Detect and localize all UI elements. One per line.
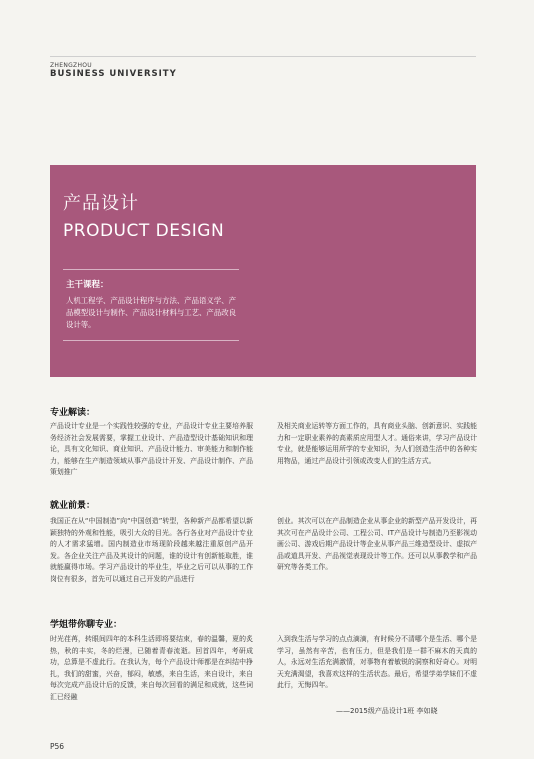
section-senior-right: 入到我生活与学习的点点滴滴，有时候分不清哪个是生活、哪个是学习，虽然有辛苦，也有压力，但是我们是一群不麻木的天真的人，永远对生活充满激情，对事物有着敏锐的洞察和好奇心。对明天充满渴望，我喜欢这样的生活状态。最后，希望学弟学妹们不虚此行，无悔四年。 <box>277 635 477 690</box>
section-career-left: 我国正在从“中国制造”向“中国创造”转型，各种新产品都希望以新颖独特的外观和性能，吸引大众的目光。各行各业对产品设计专业的人才需求猛增。国内制造业市场现阶段越来越注重原创产品开发。各企业关注产品及其设计的问题，谁的设计有创新能取胜，谁就能赢得市场。学习产品设计的毕业生，毕业之后可以从事的工作岗位有很多，首先可以通过自己开发的产品进行 <box>50 517 253 583</box>
page-number: P56 <box>50 742 65 751</box>
section-heading-career: 就业前景： <box>50 501 96 511</box>
header-city: ZHENGZHOU <box>50 62 92 69</box>
section-intro-right: 及相关商业运转等方面工作的，具有商业头脑、创新意识、实践能力和一定职业素养的高素质应用型人才。通俗来讲，学习产品设计专业，就是能够运用所学的专业知识，为人们创造生活中的各种实用物品，通过产品设计引领或改变人们的生活方式。 <box>277 422 477 465</box>
header-school: BUSINESS UNIVERSITY <box>50 69 177 79</box>
hero-courses-heading: 主干课程： <box>66 280 109 290</box>
hero-rule-top <box>63 269 239 270</box>
section-heading-intro: 专业解读： <box>50 408 96 418</box>
signature: ——2015级产品设计1班 李如晓 <box>336 707 438 715</box>
section-heading-senior: 学姐带你聊专业： <box>50 620 123 630</box>
section-senior-left: 时光荏苒，转眼间四年的本科生活即将要结束，春的温馨，夏的炙热，秋的丰实，冬的烂漫，已随着青春流逝。回首四年，考研成功，总算是不虚此行。在我认为，每个产品设计师都是在纠结中挣扎，我们的甜蜜，兴奋，郁闷，敏感，来自生活，来自设计，来自每次完成产品设计后的反馈，来自每次回看的满足和成就，这些词汇已经融 <box>50 635 253 701</box>
hero-rule-bottom <box>63 340 239 341</box>
hero-banner <box>50 165 476 377</box>
hero-title-cn: 产品设计 <box>63 193 139 214</box>
hero-courses-text: 人机工程学、产品设计程序与方法、产品语义学、产品模型设计与制作、产品设计材料与工艺、产品改良设计等。 <box>66 296 236 329</box>
section-intro-left: 产品设计专业是一个实践性较强的专业，产品设计专业主要培养服务经济社会发展需要，掌握工业设计、产品造型设计基础知识和理论，具有文化知识、商业知识、产品设计能力、审美能力和制作能力，能够在生产制造领域从事产品设计开发、产品设计制作、产品策划推广 <box>50 422 253 477</box>
top-rule <box>50 56 476 57</box>
hero-title-en: PRODUCT DESIGN <box>63 221 225 241</box>
section-career-right: 创业。其次可以在产品制造企业从事企业的新型产品开发设计，再其次可在产品设计公司、工程公司、IT产品设计与制造乃至影视动画公司、游戏后期产品设计等企业从事产品三维造型设计、虚拟产品或道具开发、产品视觉表现设计等工作。还可以从事教学和产品研究等各类工作。 <box>277 517 477 572</box>
